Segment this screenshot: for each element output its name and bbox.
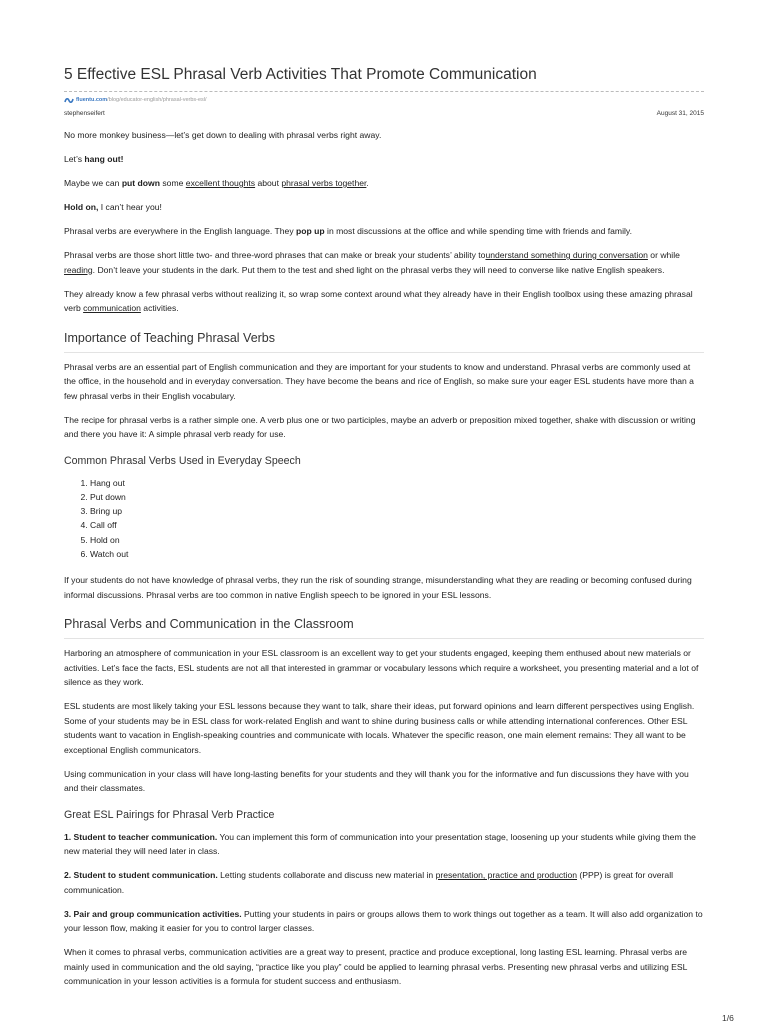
text-span: . Don’t leave your students in the dark. Put them to the test and shed light on the phrasal verbs they will need to converse like native English speakers. [92,264,665,275]
text-span: activities. [140,303,179,313]
text-span: Putting your students in pairs or groups allows them to work things out together as a team. It will also add organization to your lesson flow, making it easier for you to control larger classes. [64,908,703,934]
text-span: some [160,178,186,188]
link-reading[interactable]: reading [64,264,93,275]
section2-paragraph-4: When it comes to phrasal verbs, communication activities are a great way to present, practice and produce exceptional, long lasting ESL learning. Phrasal verbs are mainly used in communication and the old saying, “practice like you play” could be applied to learning phrasal verbs. Presenting new phrasal verbs and utilizing ESL communication in your lesson activities is a formula for student success and enthusiasm. [64,947,688,987]
list-item: 2. Put down [90,490,704,504]
bold-phrase: hang out! [84,154,124,164]
text-span: They already know a few phrasal verbs without realizing it, so wrap some context around what they already have in their English toolbox using these amazing phrasal verb [64,288,693,313]
text-span: about [255,178,282,188]
text-span: I can’t hear you! [98,202,162,212]
link-understand-conversation[interactable]: understand something during conversation [485,250,648,260]
bold-phrase: 3. Pair and group communication activities. [64,908,242,919]
text-span: Phrasal verbs are everywhere in the English language. They [64,226,297,236]
section1-paragraph-3: If your students do not have knowledge of phrasal verbs, they run the risk of sounding strange, misunderstanding what they are reading or becoming confused during informal discussions. Phrasal verbs are too common in native English speech to be ignored in your ESL lessons. [64,575,692,600]
intro-paragraph-6 [64,248,704,277]
list-item: 3. Bring up [90,504,704,518]
bold-phrase: Hold on, [64,202,99,212]
author: stephenseifert [64,110,105,117]
fluentu-logo-icon [64,97,74,104]
pairing-item-1 [64,830,704,859]
section-heading-importance: Importance of Teaching Phrasal Verbs [64,330,704,353]
intro-paragraph-3 [64,176,704,191]
text-span: (PPP) is great for overall communication. [64,870,674,895]
link-excellent-thoughts[interactable]: excellent thoughts [185,178,256,188]
section2-paragraph-1: Harboring an atmosphere of communication in your ESL classroom is an excellent way to get your students engaged, keeping them enthused about new materials or activities. Let’s face the facts, ESL students are not all that interested in grammar or vocabulary lessons which require a worksheet, you presenting material and a lot of silence as they work. [64,648,699,688]
bold-phrase: put down [121,178,160,188]
bold-phrase: 2. Student to student communication. [64,870,218,881]
text-span: or while [647,250,680,260]
source-host: fluentu.com [76,97,108,103]
section1-paragraph-1: Phrasal verbs are an essential part of English communication and they are important for your students to know and understand. Phrasal verbs are commonly used at the office, in the household and in everyday conversation. They have become the beans and rice of English, so make sure your eager ESL students have more than a few phrasal verbs in their English vocabulary. [64,361,694,401]
source-path: /blog/educator-english/phrasal-verbs-esl/ [107,97,207,103]
pairing-item-3 [64,907,704,936]
bold-phrase: pop up [296,226,325,236]
text-span: . [366,178,369,188]
subheading-esl-pairings: Great ESL Pairings for Phrasal Verb Practice [64,808,275,821]
text-span: You can implement this form of communication into your presentation stage, loosening up your students while giving them the new material they will need later in class. [64,831,696,857]
text-span: Phrasal verbs are those short little two- and three-word phrases that can make or break your students’ ability to [64,250,486,260]
source-url[interactable] [64,96,704,104]
section2-paragraph-3: Using communication in your class will have long-lasting benefits for your students and they will thank you for the informative and fun discussions they have with you and their classmates. [64,768,689,794]
text-span: Let’s [64,154,85,164]
list-item: 4. Call off [90,518,704,532]
phrasal-verb-list [64,476,704,562]
list-item: 6. Watch out [90,547,704,561]
section2-paragraph-2: ESL students are most likely taking your ESL lessons because they want to talk, share their ideas, put forward opinions and learn different perspectives using English. Some of your students may be in ESL class for work-related English and want to shine during business calls or while attending international conferences. Other ESL students want to vacation in English-speaking countries and communicate with locals. Whatever the specific reason, one main element remains: They all want to be exceptional English communicators. [64,701,695,755]
intro-paragraph-5 [64,224,704,239]
intro-paragraph-4 [64,200,704,215]
list-item: 5. Hold on [90,533,704,547]
link-communication[interactable]: communication [83,303,141,313]
text-span: in most discussions at the office and while spending time with friends and family. [324,226,632,236]
article-meta [64,110,704,118]
link-phrasal-verbs-together[interactable]: phrasal verbs together [281,178,367,188]
article-page [64,0,704,998]
publish-date: August 31, 2015 [656,110,704,117]
text-span: Letting students collaborate and discuss new material in [217,870,436,881]
subheading-common-phrasal-verbs: Common Phrasal Verbs Used in Everyday Speech [64,454,301,467]
link-ppp[interactable]: presentation, practice and production [435,870,578,881]
intro-paragraph-7 [64,287,704,316]
article-title: 5 Effective ESL Phrasal Verb Activities That Promote Communication [64,66,537,83]
title-divider [64,91,704,92]
text-span: Maybe we can [64,178,122,188]
intro-paragraph-1: No more monkey business—let’s get down to dealing with phrasal verbs right away. [64,130,382,140]
bold-phrase: 1. Student to teacher communication. [64,831,218,842]
page-number: 1/6 [722,1013,734,1023]
section1-paragraph-2: The recipe for phrasal verbs is a rather simple one. A verb plus one or two participles, maybe an adverb or preposition mixed together, shake with discussion or writing and there you have it: A simple phrasal verb ready for use. [64,414,696,439]
list-item: 1. Hang out [90,476,704,490]
pairing-item-2 [64,868,704,897]
intro-paragraph-2 [64,152,704,167]
section-heading-classroom: Phrasal Verbs and Communication in the Classroom [64,616,704,639]
